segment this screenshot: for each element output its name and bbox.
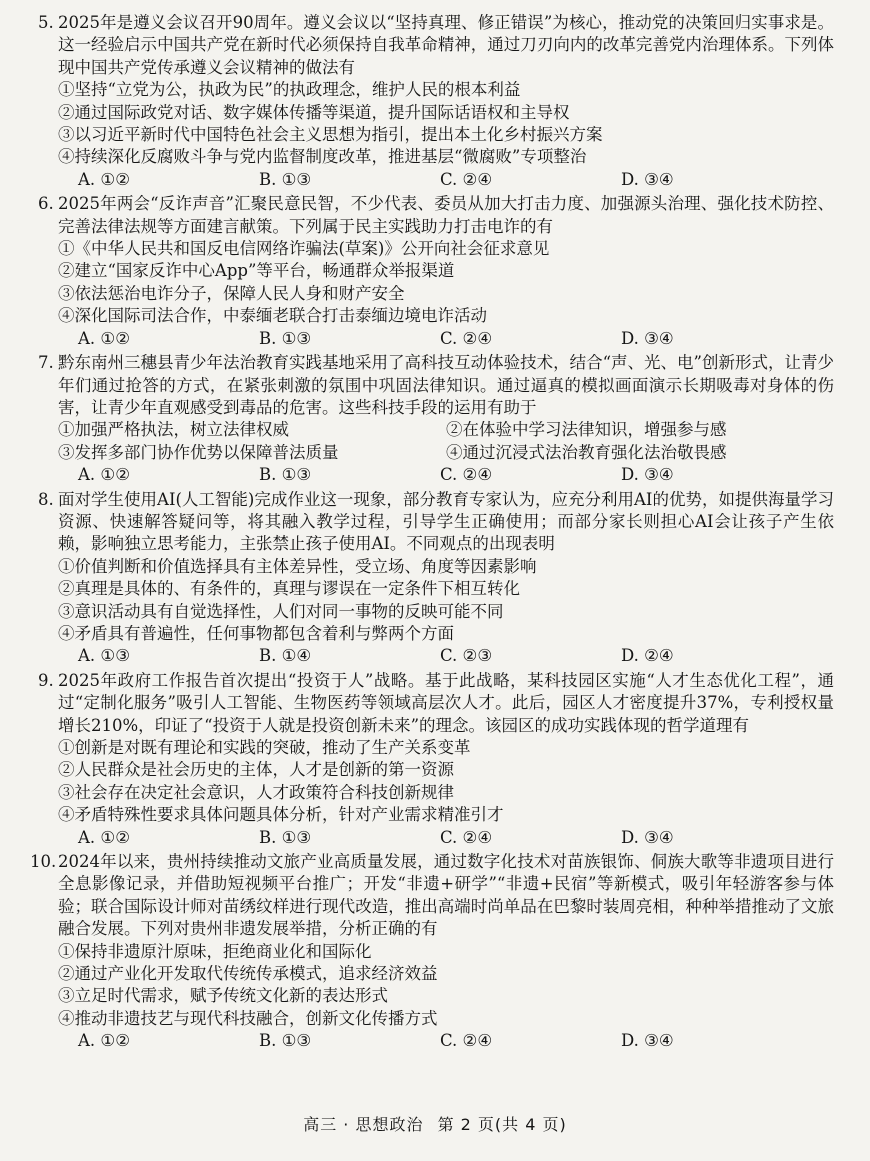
option-b: B. ①③ (259, 169, 312, 189)
option-a: A. ①② (78, 1031, 130, 1051)
option-d: D. ③④ (621, 1031, 674, 1051)
option-d: D. ③④ (621, 169, 674, 189)
statement-row (58, 419, 834, 441)
statement: ④深化国际司法合作，中泰缅老联合打击泰缅边境电诈活动 (58, 306, 487, 326)
option-b: B. ①④ (259, 646, 312, 666)
statement: ②真理是具体的、有条件的，真理与谬误在一定条件下相互转化 (58, 579, 520, 599)
answer-options (78, 645, 834, 667)
question-number: 8. (38, 489, 54, 509)
option-c: C. ②④ (440, 827, 493, 847)
option-c: C. ②④ (440, 328, 493, 348)
option-d: D. ②④ (621, 646, 674, 666)
question-number: 5. (38, 13, 54, 32)
stem-text: 2025年政府工作报告首次提出“投资于人”战略。基于此战略，某科技园区实施“人才生态优化工程”，通过“定制化服务”吸引人工智能、生物医药等领域高层次人才。此后，园区人才密度提升37%，专利授权量增长210%，印证了“投资于人就是投资创新未来”的理念。该园区的成功实践体现的哲学道理有 (58, 670, 834, 735)
question-9 (38, 670, 834, 849)
option-c: C. ②③ (440, 646, 493, 666)
page-footer (0, 1112, 870, 1135)
statement: ②通过国际政党对话、数字媒体传播等渠道，提升国际话语权和主导权 (58, 102, 570, 122)
question-number: 7. (38, 353, 54, 373)
option-b: B. ①③ (259, 328, 312, 348)
question-stem (38, 12, 834, 79)
question-8 (38, 489, 834, 668)
question-5 (38, 12, 834, 191)
statement: ④通过沉浸式法治教育强化法治敬畏感 (446, 442, 727, 462)
question-7 (38, 352, 834, 486)
statement: ②通过产业化开发取代传统传承模式，追求经济效益 (58, 964, 438, 984)
question-10 (30, 851, 834, 1053)
option-a: A. ①② (78, 465, 130, 485)
option-d: D. ③④ (621, 328, 674, 348)
option-d: D. ③④ (621, 827, 674, 847)
statement: ③意识活动具有自觉选择性，人们对同一事物的反映可能不同 (58, 601, 504, 621)
answer-options (78, 464, 834, 486)
question-number: 9. (38, 670, 54, 690)
option-b: B. ①③ (259, 1031, 312, 1051)
question-number: 6. (38, 194, 54, 214)
statement: ②在体验中学习法律知识，增强参与感 (446, 420, 727, 440)
question-stem (38, 670, 834, 737)
option-b: B. ①③ (259, 465, 312, 485)
statement: ②人民群众是社会历史的主体，人才是创新的第一资源 (58, 760, 454, 780)
stem-text: 黔东南州三穗县青少年法治教育实践基地采用了高科技互动体验技术，结合“声、光、电”创新形式，让青少年们通过抢答的方式，在紧张刺激的氛围中巩固法律知识。通过逼真的模拟画面演示长期吸毒对身体的伤害，让青少年直观感受到毒品的危害。这些科技手段的运用有助于 (58, 353, 834, 417)
option-d: D. ③④ (621, 465, 674, 485)
statement: ③依法惩治电诈分子，保障人民人身和财产安全 (58, 283, 405, 303)
statement: ①《中华人民共和国反电信网络诈骗法(草案)》公开向社会征求意见 (58, 239, 550, 259)
question-stem (38, 352, 834, 419)
question-6 (38, 193, 834, 350)
statement: ②建立“国家反诈中心App”等平台，畅通群众举报渠道 (58, 261, 455, 281)
footer-page-number: 第 2 页(共 4 页) (437, 1115, 567, 1134)
option-c: C. ②④ (440, 1031, 493, 1051)
option-c: C. ②④ (440, 465, 493, 485)
statement: ③社会存在决定社会意识，人才政策符合科技创新规律 (58, 782, 454, 802)
statement: ①价值判断和价值选择具有主体差异性，受立场、角度等因素影响 (58, 556, 537, 576)
option-a: A. ①② (78, 328, 130, 348)
stem-text: 面对学生使用AI(人工智能)完成作业这一现象，部分教育专家认为，应充分利用AI的优势，如提供海量学习资源、快速解答疑问等，将其融入教学过程，引导学生正确使用；而部分家长则担心AI会让孩子产生依赖，影响独立思考能力，主张禁止孩子使用AI。不同观点的出现表明 (58, 489, 834, 554)
footer-subject: 高三 · 思想政治 (303, 1115, 424, 1134)
answer-options (78, 328, 834, 350)
statement: ①保持非遗原汁原味，拒绝商业化和国际化 (58, 941, 372, 961)
statement-row (58, 442, 834, 464)
stem-text: 2024年以来，贵州持续推动文旅产业高质量发展，通过数字化技术对苗族银饰、侗族大歌等非遗项目进行全息影像记录，并借助短视频平台推广；开发“非遗+研学”“非遗+民宿”等新模式，吸引年轻游客参与体验；联合国际设计师对苗绣纹样进行现代改造，推出高端时尚单品在巴黎时装周亮相，种种举措推动了文旅融合发展。下列对贵州非遗发展举措，分析正确的有 (58, 852, 834, 939)
option-a: A. ①② (78, 169, 130, 189)
option-a: A. ①② (78, 827, 130, 847)
statement: ①创新是对既有理论和实践的突破，推动了生产关系变革 (58, 738, 471, 757)
statement: ④持续深化反腐败斗争与党内监督制度改革，推进基层“微腐败”专项整治 (58, 147, 587, 167)
option-c: C. ②④ (440, 169, 493, 189)
statement: ③立足时代需求，赋予传统文化新的表达形式 (58, 986, 388, 1006)
statement: ③以习近平新时代中国特色社会主义思想为指引，提出本土化乡村振兴方案 (58, 125, 603, 145)
statement: ③发挥多部门协作优势以保障普法质量 (58, 442, 339, 462)
question-number: 10. (30, 852, 57, 872)
statement: ④矛盾特殊性要求具体问题具体分析，针对产业需求精准引才 (58, 805, 504, 825)
statement: ④推动非遗技艺与现代科技融合，创新文化传播方式 (58, 1008, 438, 1028)
option-b: B. ①③ (259, 827, 312, 847)
statement: ④矛盾具有普遍性，任何事物都包含着利与弊两个方面 (58, 623, 454, 643)
option-a: A. ①③ (78, 646, 130, 666)
question-stem (38, 489, 834, 556)
answer-options (78, 1030, 834, 1052)
question-stem (38, 193, 834, 238)
answer-options (78, 827, 834, 849)
statement: ①加强严格执法，树立法律权威 (58, 420, 289, 440)
answer-options (78, 169, 834, 191)
stem-text: 2025年是遵义会议召开90周年。遵义会议以“坚持真理、修正错误”为核心，推动党的决策回归实事求是。这一经验启示中国共产党在新时代必须保持自我革命精神，通过刀刃向内的改革完善党内治理体系。下列体现中国共产党传承遵义会议精神的做法有 (58, 13, 834, 77)
stem-text: 2025年两会“反诈声音”汇聚民意民智，不少代表、委员从加大打击力度、加强源头治理、强化技术防控、完善法律法规等方面建言献策。下列属于民主实践助力打击电诈的有 (58, 194, 834, 236)
statement: ①坚持“立党为公，执政为民”的执政理念，维护人民的根本利益 (58, 80, 521, 100)
question-stem (30, 851, 834, 941)
